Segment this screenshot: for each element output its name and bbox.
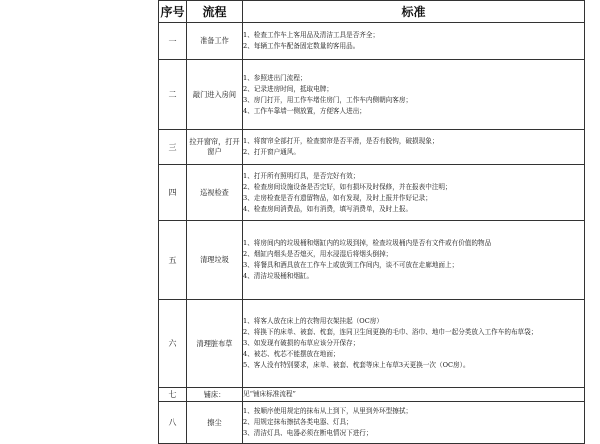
row-process: 清理脏布草 — [187, 300, 243, 388]
row-process: 敲门进入房间 — [187, 60, 243, 130]
standard-line: 5、客人没有特别要求，床单、被套、枕套等床上布草3天更换一次（OC房）。 — [243, 361, 470, 369]
standard-line: 2、每辆工作车配备固定数量的客用品。 — [243, 42, 360, 50]
row-standard — [243, 221, 585, 300]
standard-line: 2、烟缸内烟头是否熄灭，用水浸湿后将烟头倒掉； — [243, 250, 393, 258]
standard-line: 1、按顺序使用规定的抹布从上到下，从里到外环型擦拭； — [243, 407, 413, 415]
row-standard — [243, 60, 585, 130]
standard-line: 4、被芯、枕芯不能摆放在地面； — [243, 350, 340, 358]
header-no: 序号 — [159, 1, 187, 23]
standard-line: 1、打开所有照明灯具，是否完好有效； — [243, 171, 360, 180]
row-number: 八 — [159, 402, 187, 444]
standard-line: 2、记录进房时间，抵取电牌； — [243, 84, 333, 93]
table-row — [159, 23, 585, 60]
row-standard — [243, 23, 585, 60]
standard-line: 2、用规定抹布擦拭各类电器、灯具； — [243, 418, 353, 426]
standard-line: 1、参照进出门流程； — [243, 73, 307, 82]
standard-line: 见“铺床标准流程” — [243, 390, 296, 398]
standard-line: 4、清洁垃圾桶和烟缸。 — [243, 272, 314, 280]
procedure-standard-table — [158, 0, 585, 444]
row-number: 七 — [159, 388, 187, 402]
header-process: 流程 — [187, 1, 243, 23]
row-number: 五 — [159, 221, 187, 300]
standard-line: 3、走房检查是否有遗留物品，如有发现，及时上报并作好记录； — [243, 193, 432, 202]
standard-line: 3、如发现有破损的布草应该分开保存； — [243, 339, 360, 347]
table-row — [159, 130, 585, 165]
table-row — [159, 402, 585, 444]
row-process: 巡视检查 — [187, 165, 243, 221]
standard-line: 2、将换下的床单、被套、枕套，连同卫生间更换的毛巾、浴巾、地巾一起分类放入工作车的布草袋； — [243, 328, 538, 336]
table-row — [159, 60, 585, 130]
standard-line: 1、将窗帘全部打开，检查窗帘是否平滑，是否有脱钩，破损现象； — [243, 137, 439, 145]
standard-line: 4、工作车靠墙一侧放置，方便客人进出； — [243, 106, 366, 115]
row-standard — [243, 165, 585, 221]
row-standard — [243, 300, 585, 388]
table-header-row — [159, 1, 585, 23]
standard-line: 2、检查房间设施设备是否完好，如有损坏及时保修，并在报表中注明； — [243, 182, 452, 191]
row-process: 擦尘 — [187, 402, 243, 444]
row-number: 三 — [159, 130, 187, 165]
row-process: 清理垃圾 — [187, 221, 243, 300]
row-standard — [243, 402, 585, 444]
header-standard: 标准 — [243, 1, 585, 23]
standard-line: 1、将房间内的垃圾桶和烟缸内的垃圾到掉，检查垃圾桶内是否有文件或有价值的物品 — [243, 239, 492, 247]
row-number: 一 — [159, 23, 187, 60]
table-row — [159, 388, 585, 402]
row-process: 铺床： — [187, 388, 243, 402]
standard-line: 3、房门打开，用工作车堵住房门，工作车内侧朝向客房； — [243, 95, 413, 104]
row-process: 拉开窗帘，打开窗户 — [187, 130, 243, 165]
table-row — [159, 300, 585, 388]
table-row — [159, 221, 585, 300]
row-process: 准备工作 — [187, 23, 243, 60]
row-number: 六 — [159, 300, 187, 388]
standard-line: 3、将餐具和酒具放在工作车上或放到工作间内，谈不可放在走廊地面上； — [243, 261, 459, 269]
standard-line: 4、检查房间消费品，如有消费，填写消费单，及时上报。 — [243, 204, 413, 213]
row-number: 四 — [159, 165, 187, 221]
table-row — [159, 165, 585, 221]
standard-line: 2、打开窗户通风。 — [243, 148, 300, 156]
standard-line: 1、将客人放在床上的衣物用衣架挂起（OC房） — [243, 317, 383, 325]
standard-line: 3、清洁灯具、电器必须在断电情况下进行； — [243, 429, 373, 437]
row-standard — [243, 388, 585, 402]
row-standard — [243, 130, 585, 165]
row-number: 二 — [159, 60, 187, 130]
standard-line: 1、检查工作车上客用品及清洁工具是否齐全； — [243, 31, 380, 39]
